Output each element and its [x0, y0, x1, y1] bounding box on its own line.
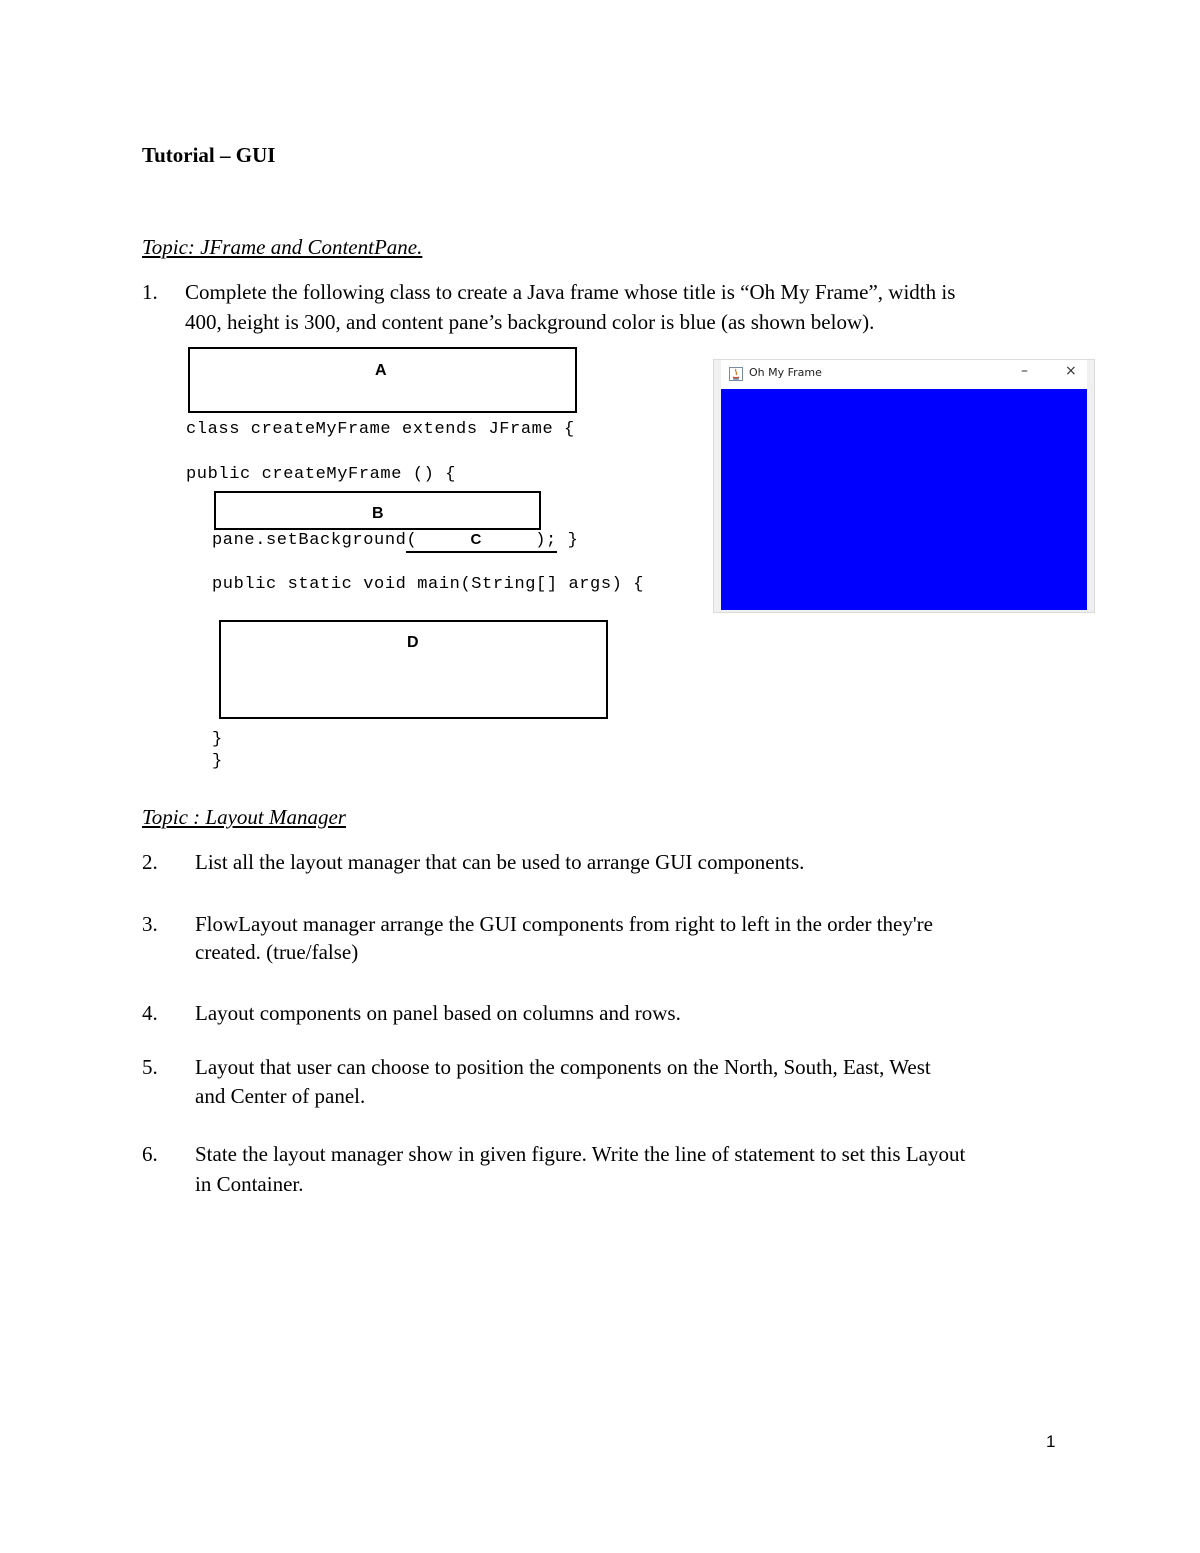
- window-content-pane: [721, 389, 1087, 610]
- page-title: Tutorial – GUI: [142, 143, 276, 167]
- question-3-number: 3.: [142, 912, 158, 936]
- question-1-number: 1.: [142, 280, 158, 304]
- code-close-brace-1: }: [212, 730, 223, 749]
- code-line-constructor: public createMyFrame () {: [186, 465, 457, 484]
- window-titlebar: [721, 360, 1087, 389]
- page-number: 1: [1046, 1432, 1056, 1451]
- question-2-line-1: List all the layout manager that can be used to arrange GUI components.: [195, 850, 805, 874]
- code-set-background-call: pane.setBackground: [212, 531, 407, 550]
- minimize-icon[interactable]: –: [1021, 363, 1028, 379]
- question-1-line-1: Complete the following class to create a Java frame whose title is “Oh My Frame”, width is: [185, 280, 956, 304]
- topic-layout-heading: Topic : Layout Manager: [142, 805, 346, 829]
- question-2-number: 2.: [142, 850, 158, 874]
- answer-blank-c: [406, 530, 556, 553]
- topic-jframe-heading: Topic: JFrame and ContentPane.: [142, 235, 423, 259]
- question-5-line-2: and Center of panel.: [195, 1084, 366, 1108]
- answer-box-a-label: A: [375, 362, 387, 379]
- code-close-brace: }: [556, 531, 579, 550]
- answer-box-d: [219, 620, 608, 719]
- question-5-line-1: Layout that user can choose to position the components on the North, South, East, West: [195, 1055, 931, 1079]
- question-3-line-1: FlowLayout manager arrange the GUI components from right to left in the order they're: [195, 912, 933, 936]
- question-6-line-1: State the layout manager show in given figure. Write the line of statement to set this Layout: [195, 1142, 966, 1166]
- answer-box-b-label: B: [372, 505, 384, 522]
- window-title: Oh My Frame: [749, 366, 822, 379]
- question-4-number: 4.: [142, 1001, 158, 1025]
- question-4-line-1: Layout components on panel based on columns and rows.: [195, 1001, 681, 1025]
- code-line-class: class createMyFrame extends JFrame {: [186, 420, 575, 439]
- answer-box-a: [188, 347, 577, 413]
- question-3-line-2: created. (true/false): [195, 940, 359, 964]
- answer-blank-c-label: C: [470, 531, 482, 548]
- open-paren: (: [406, 531, 418, 550]
- answer-box-b: [214, 491, 541, 530]
- code-line-main: public static void main(String[] args) {: [212, 575, 645, 594]
- close-paren: );: [535, 531, 557, 550]
- java-icon: [729, 367, 743, 381]
- code-line-set-background: [212, 530, 578, 553]
- question-6-number: 6.: [142, 1142, 158, 1166]
- code-close-brace-2: }: [212, 752, 223, 771]
- question-5-number: 5.: [142, 1055, 158, 1079]
- question-6-line-2: in Container.: [195, 1172, 304, 1196]
- answer-box-d-label: D: [407, 634, 419, 651]
- close-icon[interactable]: ×: [1065, 363, 1077, 379]
- question-1-line-2: 400, height is 300, and content pane’s background color is blue (as shown below).: [185, 310, 875, 334]
- frame-screenshot: [714, 360, 1094, 612]
